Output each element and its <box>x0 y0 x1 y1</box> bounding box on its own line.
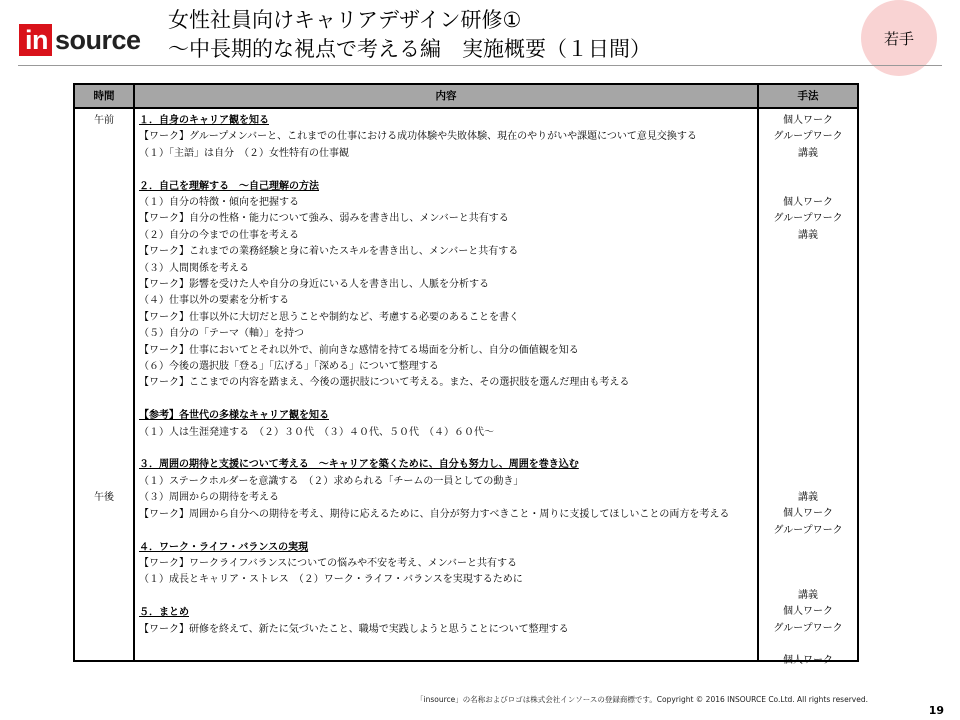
section-heading: ５．まとめ <box>139 607 189 619</box>
header-content: 内容 <box>134 84 758 108</box>
content-line: 【ワーク】グループメンバーと、これまでの仕事における成功体験や失敗体験、現在のやりがいや課題について意見交換する <box>139 131 697 143</box>
header-time: 時間 <box>74 84 134 108</box>
method-item: 個人ワーク <box>783 508 833 520</box>
spacer <box>139 162 757 178</box>
method-item: 個人ワーク <box>783 606 833 618</box>
content-line: 【ワーク】ワークライフバランスについての悩みや不安を考え、メンバーと共有する <box>139 557 517 569</box>
method-group <box>759 588 857 637</box>
section-heading: １．自身のキャリア観を知る <box>139 115 269 126</box>
content-line: （１）自分の特徴・傾向を把握する <box>139 197 299 209</box>
method-item: 個人ワーク <box>783 197 833 208</box>
content-line: 【ワーク】研修を終えて、新たに気づいたこと、職場で実践しようと思うことについて整理する <box>139 623 569 635</box>
content-line: （３）周囲からの期待を考える <box>139 492 279 504</box>
section-heading: ３．周囲の期待と支援について考える ～キャリアを築くために、自分も努力し、周囲を巻き込む <box>139 459 579 471</box>
method-group <box>759 113 857 162</box>
method-item: 講義 <box>798 590 818 601</box>
time-afternoon: 午後 <box>94 492 114 503</box>
method-group <box>759 490 857 539</box>
insource-logo <box>19 24 141 56</box>
content-line: （３）人間関係を考える <box>139 262 249 274</box>
table-row <box>74 108 858 661</box>
time-morning: 午前 <box>94 115 114 126</box>
method-cell <box>758 108 858 666</box>
content-line: （１）ステークホルダーを意識する （２）求められる「チームの一員としての動き」 <box>139 475 524 487</box>
section-heading: ４．ワーク・ライフ・バランスの実現 <box>139 541 309 553</box>
content-line: 【ワーク】自分の性格・能力について強み、弱みを書き出し、メンバーと共有する <box>139 213 509 225</box>
content-cell <box>134 108 758 661</box>
title-line-1: 女性社員向けキャリアデザイン研修① <box>168 8 522 32</box>
content-line: 【ワーク】これまでの業務経験と身に着いたスキルを書き出し、メンバーと共有する <box>139 246 519 258</box>
method-item: グループワーク <box>773 524 843 536</box>
level-badge-label: 若手 <box>883 29 914 48</box>
content-line: 【ワーク】影響を受けた人や自分の身近にいる人を書き出し、人脈を分析する <box>139 279 489 291</box>
title-divider <box>18 65 942 66</box>
table-header-row <box>74 84 858 108</box>
method-item: 講義 <box>798 229 818 241</box>
method-group <box>759 195 857 244</box>
spacer <box>139 441 757 457</box>
spacer <box>139 392 757 408</box>
content-line: （１）成長とキャリア・ストレス （２）ワーク・ライフ・バランスを実現するために <box>139 574 523 586</box>
method-item: 講義 <box>798 147 818 159</box>
logo-brand-mark: in <box>19 24 52 56</box>
content-line: 【ワーク】ここまでの内容を踏まえ、今後の選択肢について考える。また、その選択肢を選んだ理由も考える <box>139 377 630 389</box>
content-line: （５）自分の「テーマ（軸）」を持つ <box>139 328 304 340</box>
program-outline-table <box>73 83 859 666</box>
content-line: （１）「主語」は自分 （２）女性特有の仕事観 <box>139 147 349 159</box>
method-item: 個人ワーク <box>783 655 833 666</box>
content-line: 【ワーク】仕事以外に大切だと思うことや制約など、考慮する必要のあることを書く <box>139 311 519 323</box>
content-line: （１）人は生涯発達する （２）３０代 （３）４０代、５０代 （４）６０代～ <box>139 426 494 438</box>
page-title <box>168 6 651 64</box>
content-line: 【ワーク】周囲から自分への期待を考え、期待に応えるために、自分が努力すべきこと・周りに支援してほしいことの両方を考える <box>139 508 730 520</box>
header-method: 手法 <box>758 84 858 108</box>
content-line: （２）自分の今までの仕事を考える <box>139 229 299 241</box>
spacer <box>139 523 757 539</box>
section-heading: 【参考】各世代の多様なキャリア観を知る <box>139 410 329 422</box>
spacer <box>139 589 757 605</box>
title-line-2: ～中長期的な視点で考える編 実施概要（１日間） <box>168 37 651 61</box>
method-item: 個人ワーク <box>783 115 833 126</box>
page-number: 19 <box>928 704 944 717</box>
content-line: （６）今後の選択肢「登る」「広げる」「深める」について整理する <box>139 361 439 373</box>
copyright-notice: 「insource」の名称およびロゴは株式会社インソースの登録商標です。Copyright © 2016 INSOURCE Co.Ltd. All rights reserved. <box>416 695 868 704</box>
method-item: 講義 <box>798 492 818 503</box>
logo-wordmark: source <box>55 25 141 55</box>
method-group <box>759 653 857 669</box>
content-line: （４）仕事以外の要素を分析する <box>139 295 289 307</box>
method-item: グループワーク <box>773 131 843 143</box>
content-line: 【ワーク】仕事においてとそれ以外で、前向きな感情を持てる場面を分析し、自分の価値観を知る <box>139 344 579 356</box>
section-heading: ２．自己を理解する ～自己理解の方法 <box>139 180 319 192</box>
method-item: グループワーク <box>773 622 843 634</box>
time-cell <box>74 108 134 661</box>
method-item: グループワーク <box>773 213 843 225</box>
